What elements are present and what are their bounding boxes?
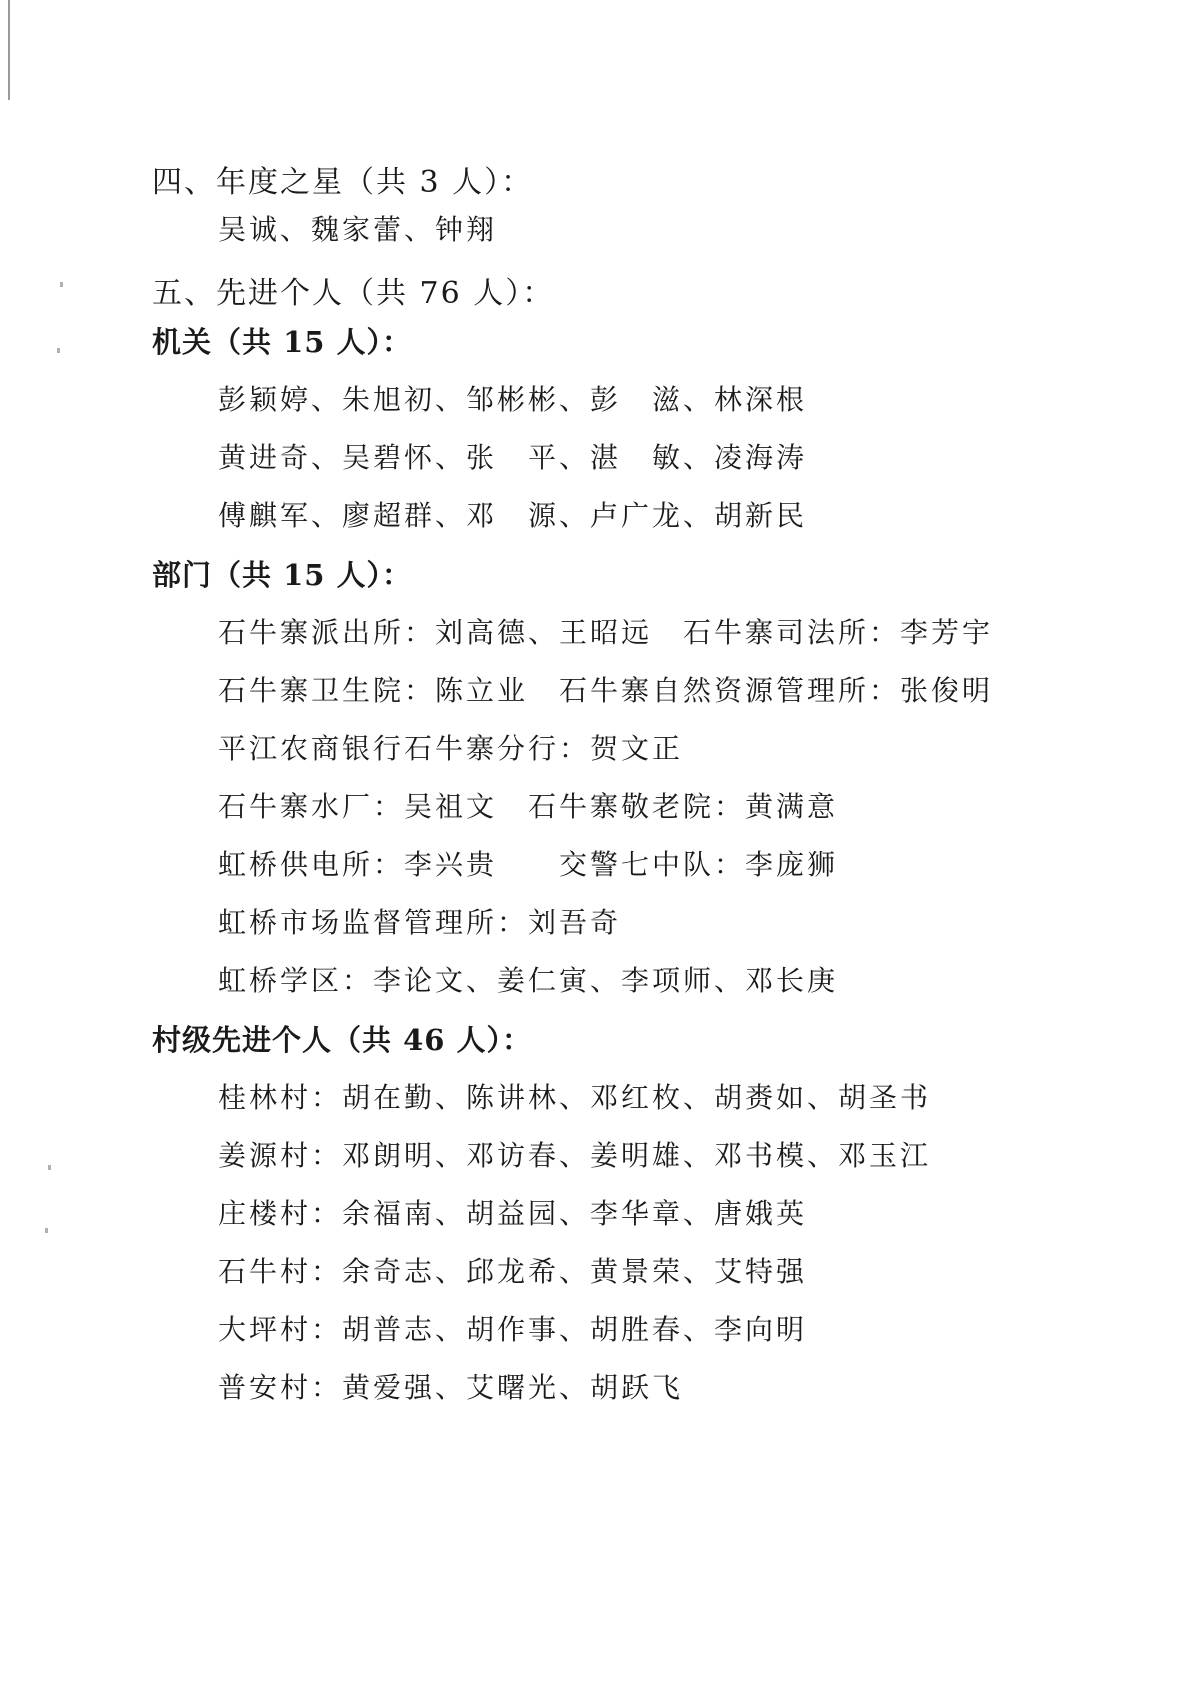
department-line-6: 虹桥市场监督管理所：刘吾奇 [218,906,622,939]
village-line-6: 普安村：黄爱强、艾曙光、胡跃飞 [218,1371,684,1404]
section-5-title: 五、先进个人（共 76 人）： [152,276,555,311]
department-line-2: 石牛寨卫生院：陈立业 石牛寨自然资源管理所：张俊明 [218,674,994,707]
scan-speck [57,348,60,353]
department-line-4: 石牛寨水厂：吴祖文 石牛寨敬老院：黄满意 [218,790,839,823]
organ-line-1: 彭颖婷、朱旭初、邹彬彬、彭 滋、林深根 [218,383,808,416]
village-line-5: 大坪村：胡普志、胡作事、胡胜春、李向明 [218,1313,808,1346]
organ-line-2: 黄进奇、吴碧怀、张 平、湛 敏、凌海涛 [218,441,808,474]
scan-edge-line [8,0,10,100]
section-4-title: 四、年度之星（共 3 人）： [152,165,534,200]
organ-heading: 机关（共 15 人）： [152,325,413,359]
village-line-2: 姜源村：邓朗明、邓访春、姜明雄、邓书模、邓玉江 [218,1139,932,1172]
scan-speck [45,1228,48,1233]
village-line-3: 庄楼村：余福南、胡益园、李华章、唐娥英 [218,1197,808,1230]
village-line-4: 石牛村：余奇志、邱龙希、黄景荣、艾特强 [218,1255,808,1288]
department-line-1: 石牛寨派出所：刘高德、王昭远 石牛寨司法所：李芳宇 [218,616,994,649]
village-line-1: 桂林村：胡在勤、陈讲林、邓红枚、胡赉如、胡圣书 [218,1081,932,1114]
department-line-7: 虹桥学区：李论文、姜仁寅、李项师、邓长庚 [218,964,839,997]
scan-speck [60,282,63,287]
village-heading: 村级先进个人（共 46 人）： [152,1023,533,1057]
organ-line-3: 傅麒军、廖超群、邓 源、卢广龙、胡新民 [218,499,808,532]
department-line-5: 虹桥供电所：李兴贵 交警七中队：李庞狮 [218,848,839,881]
department-line-3: 平江农商银行石牛寨分行：贺文正 [218,732,684,765]
scan-speck [48,1165,51,1170]
section-4-names: 吴诚、魏家蕾、钟翔 [218,213,498,246]
department-heading: 部门（共 15 人）： [152,558,413,592]
